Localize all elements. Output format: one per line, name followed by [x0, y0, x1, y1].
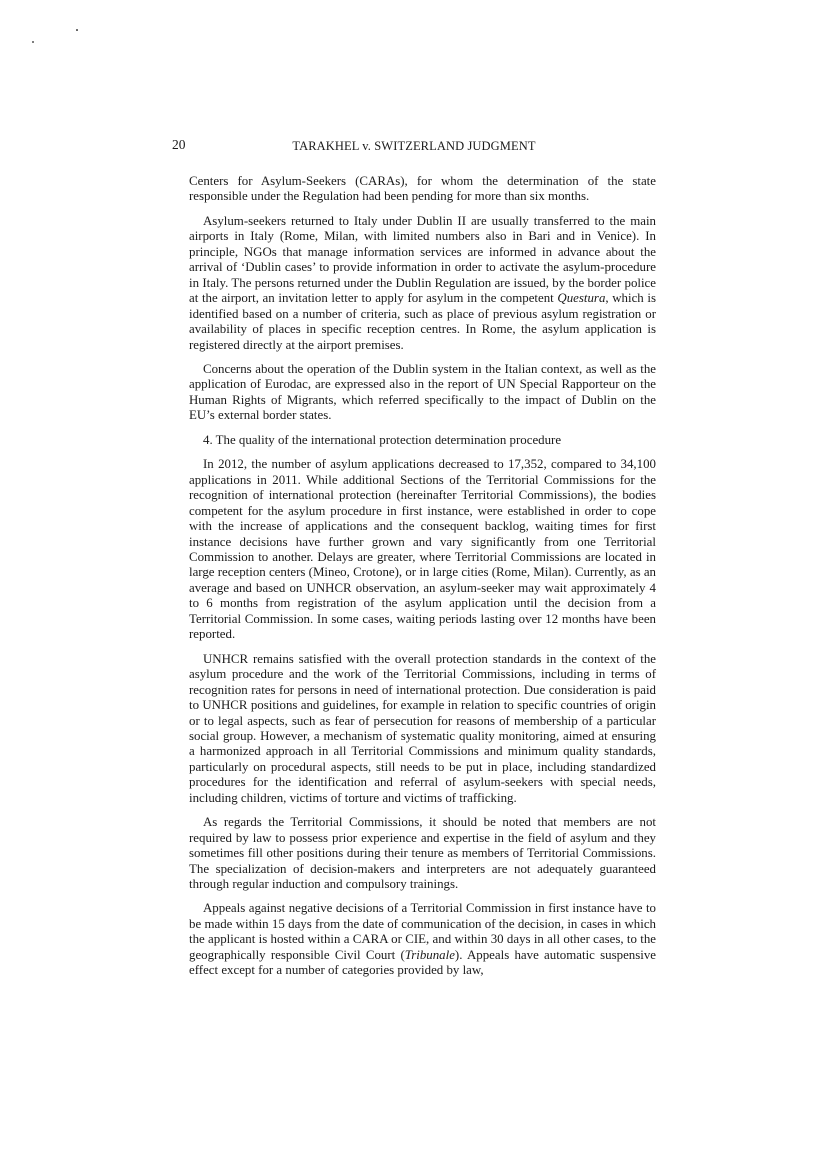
paragraph-text: Asylum-seekers returned to Italy under Dublin II are usually transferred to the main airports in Italy (Rome, Milan, with limited numbers also in Bari and in Venice). In principle, NGOs that manage information services are informed in advance about the arrival of ‘Dublin cases’ to provide information in order to activate the asylum-procedure in Italy. The persons returned under the Dublin Regulation are issued, by the border police at the airport, an invitation letter to apply for asylum in the competent: [189, 213, 656, 306]
quoted-report-text: [189, 174, 656, 988]
paragraph-territorial-commissions: As regards the Territorial Commissions, it should be noted that members are not required by law to possess prior experience and expertise in the field of asylum and they sometimes fill other positions during their tenure as members of Territorial Commissions. The specialization of decision-makers and interpreters are not adequately guaranteed through regular induction and compulsory trainings.: [189, 815, 656, 892]
page-number: 20: [172, 137, 186, 152]
paragraph-text: , which is identified based on a number of criteria, such as place of previous asylum registration or availability of places in specific reception centres. In Rome, the asylum application is registered directly at the airport premises.: [189, 291, 656, 352]
paragraph-application-statistics: In 2012, the number of asylum applications decreased to 17,352, compared to 34,100 applications in 2011. While additional Sections of the Territorial Commissions for the recognition of international protection (hereinafter Territorial Commissions), the bodies competent for the asylum procedure in first instance, were established in order to cope with the increase of applications and the consequent backlog, waiting times for first instance decisions have further grown and vary significantly from one Territorial Commission to another. Delays are greater, where Territorial Commissions are located in large reception centers (Mineo, Crotone), or in large cities (Rome, Milan). Currently, as an average and based on UNHCR observation, an asylum-seeker may wait approximately 4 to 6 months from registration of the asylum application until the decision from a Territorial Commission. In some cases, waiting periods lasting over 12 months have been reported.: [189, 457, 656, 642]
paragraph-dublin-concerns: Concerns about the operation of the Dublin system in the Italian context, as well as the application of Eurodac, are expressed also in the report of UN Special Rapporteur on the Human Rights of Migrants, which referred specifically to the impact of Dublin on the EU’s external border states.: [189, 361, 656, 423]
paragraph-appeals: [189, 901, 656, 978]
paragraph-unhcr-standards: UNHCR remains satisfied with the overall protection standards in the context of the asylum procedure and the work of the Territorial Commissions, including in terms of recognition rates for persons in need of international protection. Due consideration is paid to UNHCR positions and guidelines, for example in relation to specific countries of origin or to legal aspects, such as fear of persecution for reasons of membership of a particular social group. However, a mechanism of systematic quality monitoring, aimed at ensuring a harmonized approach in all Territorial Commissions and minimum quality standards, particularly on procedural aspects, still needs to be put in place, including standardized procedures for the identification and referral of asylum-seekers with special needs, including children, victims of torture and victims of trafficking.: [189, 651, 656, 805]
scan-speck: [32, 41, 34, 43]
paragraph-text: Appeals against negative decisions of a Territorial Commission in first instance have to be made within 15 days from the date of communication of the decision, in cases in which the applicant is hosted within a CARA or CIE, and within 30 days in all other cases, to the geographically responsible Civil Court (: [189, 901, 656, 962]
paragraph-cara-continuation: Centers for Asylum-Seekers (CARAs), for whom the determination of the state responsible under the Regulation had been pending for more than six months.: [189, 174, 656, 204]
paragraph-text: ). Appeals have automatic suspensive effect except for a number of categories provided by law,: [189, 947, 656, 978]
italic-term-tribunale: Tribunale: [404, 947, 455, 962]
italic-term-questura: Questura: [557, 291, 606, 306]
running-header-title: TARAKHEL v. SWITZERLAND JUDGMENT: [292, 139, 536, 153]
section-heading: 4. The quality of the international protection determination procedure: [203, 432, 562, 447]
paragraph-dublin-transfers: [189, 214, 656, 353]
scan-speck: [76, 29, 78, 31]
